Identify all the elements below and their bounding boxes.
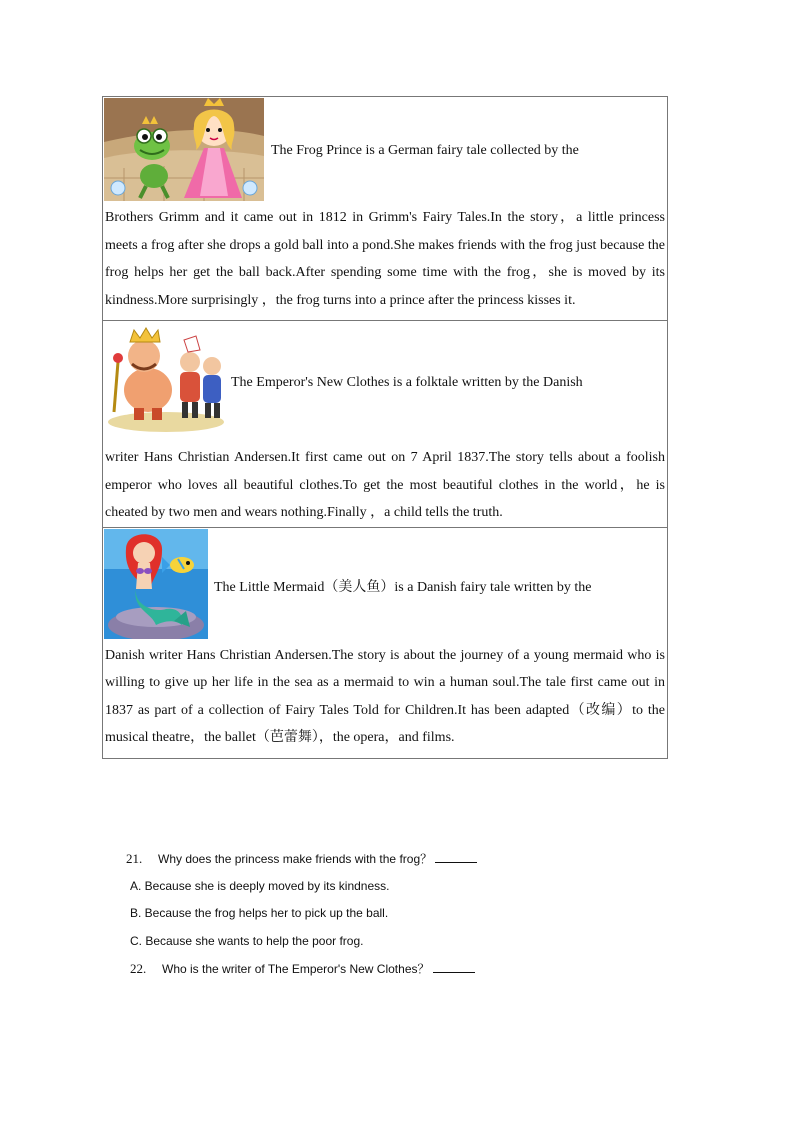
story-body-text: Danish writer Hans Christian Andersen.The story is about the journey of a young mermaid who is willing to give up her life in the sea as a mermaid to win a human soul.The tale first came out in 1837 as part of a collection of Fairy Tales Told for Children.It has been adapted（改编）to the musical theatre，the ballet（芭蕾舞），the opera，and films. <box>105 647 665 745</box>
question-21 <box>126 850 477 867</box>
answer-blank[interactable] <box>435 852 477 863</box>
story-lead-text: The Frog Prince is a German fairy tale collected by the <box>271 143 579 158</box>
answer-blank[interactable] <box>433 962 475 973</box>
question-number: 22. <box>130 961 147 976</box>
question-text: Who is the writer of The Emperor's New Clothes？ <box>162 962 430 976</box>
question-number: 21. <box>126 851 143 866</box>
option-b: B. Because the frog helps her to pick up the ball. <box>130 906 389 920</box>
option-c: C. Because she wants to help the poor frog. <box>130 934 364 948</box>
story-frog-prince <box>103 97 667 321</box>
question-22 <box>130 960 475 977</box>
emperor-illustration <box>104 322 228 434</box>
question-text: Why does the princess make friends with the frog？ <box>158 852 433 866</box>
story-body-text: Brothers Grimm and it came out in 1812 in Grimm's Fairy Tales.In the story，a little princess meets a frog after she drops a gold ball into a pond.She makes friends with the frog just because the frog helps her get the ball back.After spending some time with the frog，she is moved by its kindness.More surprisingly ，the frog turns into a prince after the princess kisses it. <box>105 210 665 308</box>
story-body-text: writer Hans Christian Andersen.It first came out on 7 April 1837.The story tells about a foolish emperor who loves all beautiful clothes.To get the most beautiful clothes in the world，he is cheated by two men and wears nothing.Finally ，a child tells the truth. <box>105 450 665 520</box>
option-a: A. Because she is deeply moved by its kindness. <box>130 879 390 893</box>
story-emperors-new-clothes <box>103 321 667 528</box>
story-lead-text: The Emperor's New Clothes is a folktale written by the Danish <box>231 375 583 390</box>
mermaid-illustration <box>104 529 208 639</box>
reading-table <box>102 96 668 759</box>
story-little-mermaid <box>103 528 667 758</box>
frog-prince-illustration <box>104 98 264 201</box>
story-lead-text: The Little Mermaid（美人鱼）is a Danish fairy tale written by the <box>214 579 592 595</box>
